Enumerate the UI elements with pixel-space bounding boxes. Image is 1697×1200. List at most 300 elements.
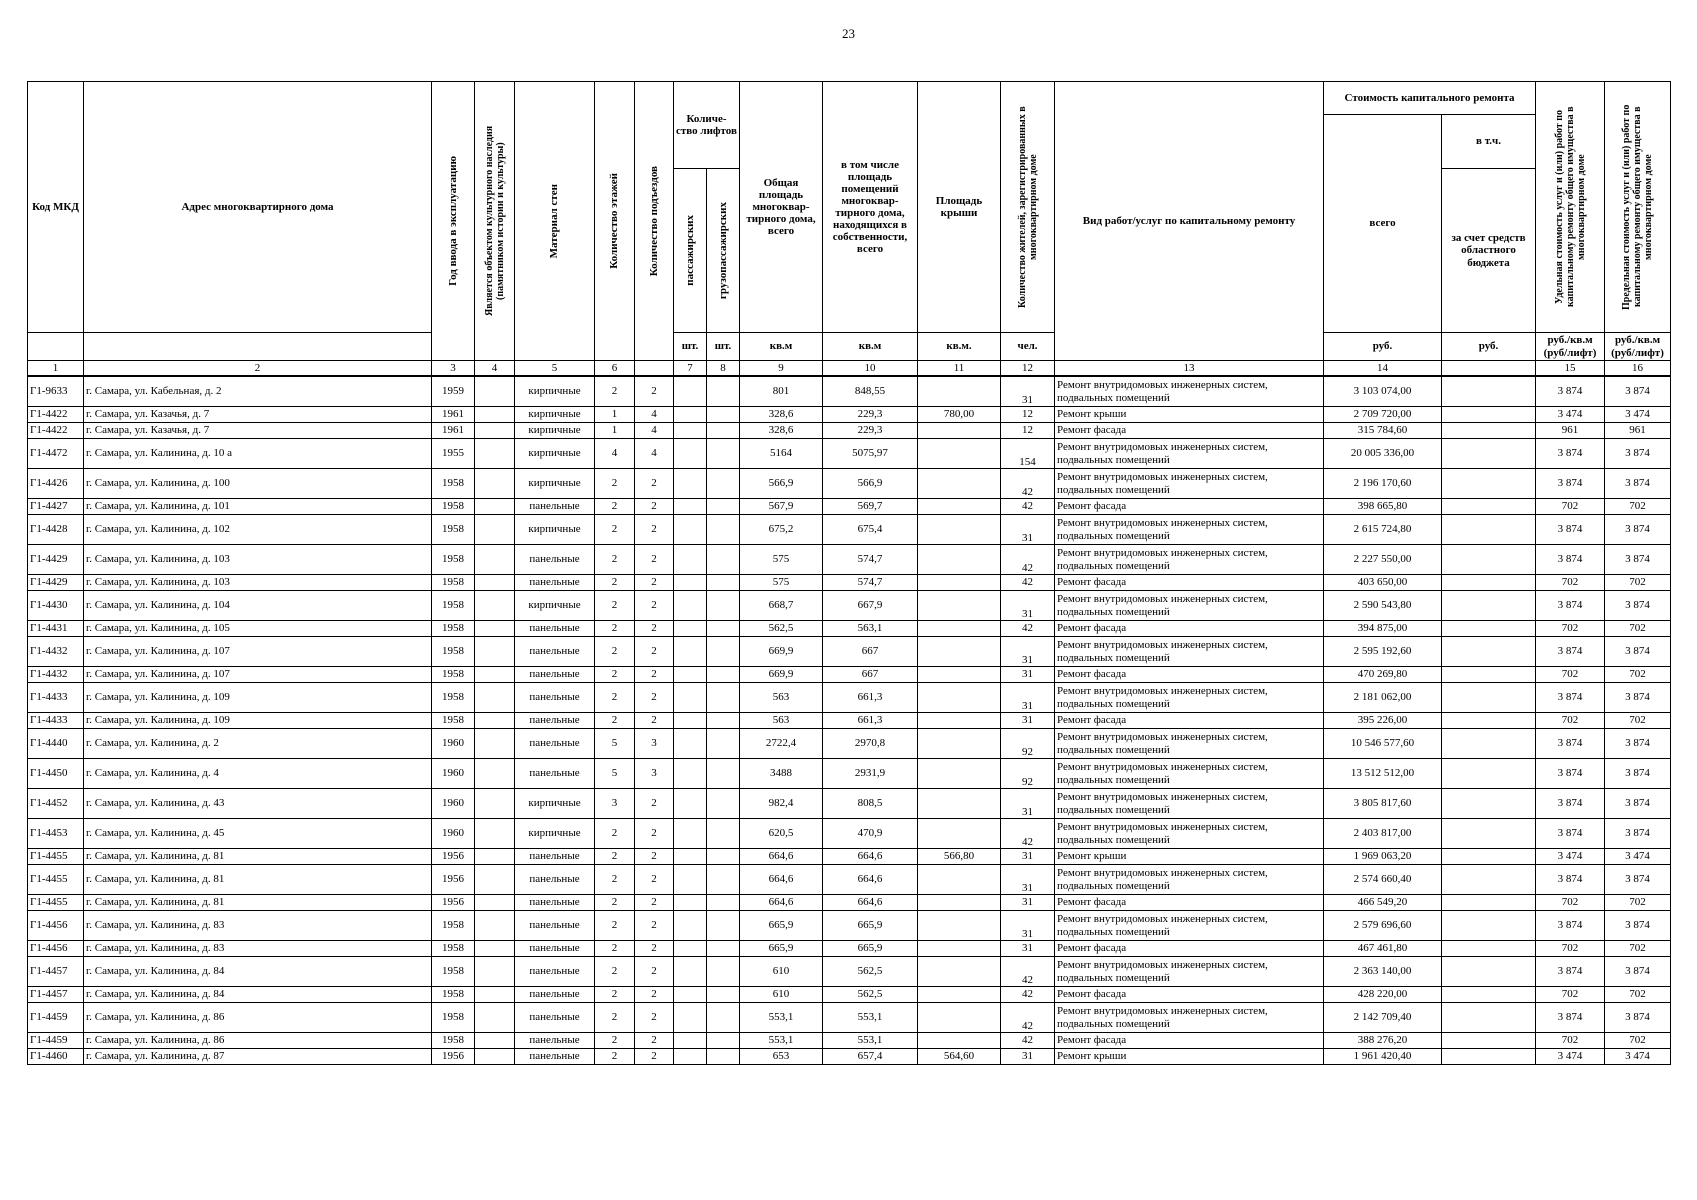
- residents-cell: 31: [1001, 849, 1055, 865]
- header-max-cost: Предельная стоимость услуг и (или) работ по капитальному ремонту общего имущества в многоквартирном доме: [1605, 82, 1671, 333]
- heritage-cell: [475, 667, 515, 683]
- lifts-pass-cell: [674, 667, 707, 683]
- cost-total-cell: 403 650,00: [1324, 575, 1442, 591]
- cost-total-cell: 3 805 817,60: [1324, 789, 1442, 819]
- roof-area-cell: [918, 621, 1001, 637]
- cost-regional-cell: [1442, 439, 1536, 469]
- table-row: [28, 713, 1671, 729]
- max-cost-cell: 961: [1605, 423, 1671, 439]
- work-type-cell: Ремонт крыши: [1055, 1049, 1324, 1065]
- max-cost-cell: 702: [1605, 941, 1671, 957]
- cost-total-cell: 428 220,00: [1324, 987, 1442, 1003]
- heritage-cell: [475, 789, 515, 819]
- max-cost-cell: 3 874: [1605, 911, 1671, 941]
- lifts-cargo-cell: [707, 849, 740, 865]
- floors-cell: 2: [595, 713, 635, 729]
- lifts-cargo-cell: [707, 1033, 740, 1049]
- lifts-pass-cell: [674, 499, 707, 515]
- floors-cell: 2: [595, 1033, 635, 1049]
- cost-total-cell: 2 403 817,00: [1324, 819, 1442, 849]
- table-row: [28, 439, 1671, 469]
- column-number: [1442, 361, 1536, 377]
- residents-cell: 42: [1001, 621, 1055, 637]
- cost-regional-cell: [1442, 759, 1536, 789]
- unit-cost-cell: 3 874: [1536, 591, 1605, 621]
- max-cost-cell: 3 874: [1605, 637, 1671, 667]
- work-type-cell: Ремонт внутридомовых инженерных систем, подвальных помещений: [1055, 1003, 1324, 1033]
- own-area-cell: 667: [823, 637, 918, 667]
- total-area-cell: 566,9: [740, 469, 823, 499]
- own-area-cell: 848,55: [823, 376, 918, 407]
- year-cell: 1958: [432, 515, 475, 545]
- lifts-pass-cell: [674, 941, 707, 957]
- heritage-cell: [475, 819, 515, 849]
- entrances-cell: 2: [635, 637, 674, 667]
- entrances-cell: 2: [635, 1033, 674, 1049]
- total-area-cell: 675,2: [740, 515, 823, 545]
- cost-total-cell: 470 269,80: [1324, 667, 1442, 683]
- cost-regional-cell: [1442, 713, 1536, 729]
- cost-regional-cell: [1442, 895, 1536, 911]
- heritage-cell: [475, 895, 515, 911]
- table-row: [28, 1033, 1671, 1049]
- floors-cell: 2: [595, 987, 635, 1003]
- own-area-cell: 2931,9: [823, 759, 918, 789]
- lifts-pass-cell: [674, 849, 707, 865]
- cost-regional-cell: [1442, 911, 1536, 941]
- wall-cell: панельные: [515, 895, 595, 911]
- cost-regional-cell: [1442, 469, 1536, 499]
- address-cell: г. Самара, ул. Калинина, д. 86: [84, 1003, 432, 1033]
- wall-cell: кирпичные: [515, 439, 595, 469]
- year-cell: 1958: [432, 683, 475, 713]
- unit-cost-cell: 702: [1536, 987, 1605, 1003]
- unit-cost-cell: 3 874: [1536, 957, 1605, 987]
- heritage-cell: [475, 957, 515, 987]
- own-area-cell: 664,6: [823, 895, 918, 911]
- column-number: 12: [1001, 361, 1055, 377]
- address-cell: г. Самара, ул. Кабельная, д. 2: [84, 376, 432, 407]
- work-type-cell: Ремонт внутридомовых инженерных систем, подвальных помещений: [1055, 469, 1324, 499]
- lifts-cargo-cell: [707, 499, 740, 515]
- max-cost-cell: 3 874: [1605, 683, 1671, 713]
- table-row: [28, 1049, 1671, 1065]
- year-cell: 1958: [432, 1033, 475, 1049]
- residents-cell: 42: [1001, 987, 1055, 1003]
- residents-cell: 42: [1001, 1033, 1055, 1049]
- code-cell: Г1-4457: [28, 957, 84, 987]
- heritage-cell: [475, 423, 515, 439]
- unit-cost-cell: 702: [1536, 575, 1605, 591]
- entrances-cell: 2: [635, 515, 674, 545]
- address-cell: г. Самара, ул. Калинина, д. 107: [84, 667, 432, 683]
- heritage-cell: [475, 941, 515, 957]
- lifts-pass-cell: [674, 439, 707, 469]
- own-area-cell: 665,9: [823, 911, 918, 941]
- max-cost-cell: 3 874: [1605, 1003, 1671, 1033]
- work-type-cell: Ремонт внутридомовых инженерных систем, подвальных помещений: [1055, 545, 1324, 575]
- residents-cell: 31: [1001, 941, 1055, 957]
- lifts-cargo-cell: [707, 957, 740, 987]
- floors-cell: 2: [595, 376, 635, 407]
- own-area-cell: 664,6: [823, 865, 918, 895]
- address-cell: г. Самара, ул. Калинина, д. 86: [84, 1033, 432, 1049]
- own-area-cell: 5075,97: [823, 439, 918, 469]
- cost-total-cell: 20 005 336,00: [1324, 439, 1442, 469]
- unit-cost-cell: 3 874: [1536, 545, 1605, 575]
- heritage-cell: [475, 1033, 515, 1049]
- entrances-cell: 2: [635, 713, 674, 729]
- own-area-cell: 661,3: [823, 713, 918, 729]
- year-cell: 1955: [432, 439, 475, 469]
- floors-cell: 3: [595, 789, 635, 819]
- column-number: 3: [432, 361, 475, 377]
- table-row: [28, 515, 1671, 545]
- total-area-cell: 610: [740, 957, 823, 987]
- year-cell: 1961: [432, 407, 475, 423]
- own-area-cell: 229,3: [823, 423, 918, 439]
- address-cell: г. Самара, ул. Калинина, д. 10 а: [84, 439, 432, 469]
- heritage-cell: [475, 849, 515, 865]
- own-area-cell: 675,4: [823, 515, 918, 545]
- heritage-cell: [475, 591, 515, 621]
- code-cell: Г1-4426: [28, 469, 84, 499]
- floors-cell: 2: [595, 591, 635, 621]
- entrances-cell: 2: [635, 1049, 674, 1065]
- work-type-cell: Ремонт фасада: [1055, 713, 1324, 729]
- total-area-cell: 664,6: [740, 865, 823, 895]
- code-cell: Г1-4456: [28, 941, 84, 957]
- residents-cell: 31: [1001, 637, 1055, 667]
- residents-cell: 92: [1001, 759, 1055, 789]
- cost-regional-cell: [1442, 941, 1536, 957]
- floors-cell: 2: [595, 895, 635, 911]
- address-cell: г. Самара, ул. Калинина, д. 4: [84, 759, 432, 789]
- cost-total-cell: 394 875,00: [1324, 621, 1442, 637]
- lifts-pass-cell: [674, 376, 707, 407]
- floors-cell: 4: [595, 439, 635, 469]
- column-number: 14: [1324, 361, 1442, 377]
- lifts-cargo-cell: [707, 469, 740, 499]
- units-pcs-pass: шт.: [674, 333, 707, 361]
- total-area-cell: 553,1: [740, 1033, 823, 1049]
- year-cell: 1958: [432, 1003, 475, 1033]
- max-cost-cell: 3 474: [1605, 849, 1671, 865]
- wall-cell: панельные: [515, 729, 595, 759]
- table-row: [28, 423, 1671, 439]
- entrances-cell: 2: [635, 591, 674, 621]
- residents-cell: 31: [1001, 1049, 1055, 1065]
- entrances-cell: 2: [635, 621, 674, 637]
- table-row: [28, 407, 1671, 423]
- wall-cell: кирпичные: [515, 469, 595, 499]
- cost-total-cell: 1 969 063,20: [1324, 849, 1442, 865]
- entrances-cell: 2: [635, 957, 674, 987]
- unit-cost-cell: 3 874: [1536, 729, 1605, 759]
- max-cost-cell: 702: [1605, 667, 1671, 683]
- total-area-cell: 610: [740, 987, 823, 1003]
- cost-regional-cell: [1442, 849, 1536, 865]
- year-cell: 1960: [432, 759, 475, 789]
- own-area-cell: 553,1: [823, 1033, 918, 1049]
- address-cell: г. Самара, ул. Калинина, д. 84: [84, 957, 432, 987]
- floors-cell: 2: [595, 637, 635, 667]
- code-cell: Г1-4428: [28, 515, 84, 545]
- year-cell: 1958: [432, 545, 475, 575]
- units-cost-total: руб.: [1324, 333, 1442, 361]
- heritage-cell: [475, 987, 515, 1003]
- floors-cell: 2: [595, 941, 635, 957]
- header-heritage: Является объектом культурного наследия (памятником истории и культуры): [475, 82, 515, 361]
- roof-area-cell: [918, 895, 1001, 911]
- table-row: [28, 376, 1671, 407]
- work-type-cell: Ремонт внутридомовых инженерных систем, подвальных помещений: [1055, 637, 1324, 667]
- lifts-pass-cell: [674, 515, 707, 545]
- year-cell: 1958: [432, 957, 475, 987]
- code-cell: Г1-4431: [28, 621, 84, 637]
- roof-area-cell: [918, 1033, 1001, 1049]
- work-type-cell: Ремонт внутридомовых инженерных систем, подвальных помещений: [1055, 515, 1324, 545]
- wall-cell: панельные: [515, 759, 595, 789]
- lifts-cargo-cell: [707, 439, 740, 469]
- max-cost-cell: 3 874: [1605, 469, 1671, 499]
- roof-area-cell: [918, 957, 1001, 987]
- own-area-cell: 574,7: [823, 545, 918, 575]
- year-cell: 1958: [432, 713, 475, 729]
- code-cell: Г1-9633: [28, 376, 84, 407]
- total-area-cell: 328,6: [740, 423, 823, 439]
- unit-cost-cell: 3 874: [1536, 683, 1605, 713]
- heritage-cell: [475, 545, 515, 575]
- entrances-cell: 4: [635, 439, 674, 469]
- work-type-cell: Ремонт фасада: [1055, 575, 1324, 591]
- lifts-cargo-cell: [707, 987, 740, 1003]
- cost-regional-cell: [1442, 683, 1536, 713]
- address-cell: г. Самара, ул. Калинина, д. 83: [84, 941, 432, 957]
- max-cost-cell: 702: [1605, 575, 1671, 591]
- header-lifts-pass: пассажирских: [674, 169, 707, 333]
- cost-total-cell: 2 709 720,00: [1324, 407, 1442, 423]
- header-lifts-cargo: грузопассажирских: [707, 169, 740, 333]
- table-row: [28, 729, 1671, 759]
- floors-cell: 1: [595, 423, 635, 439]
- header-cost-group: Стоимость капитального ремонта: [1324, 82, 1536, 115]
- cost-regional-cell: [1442, 789, 1536, 819]
- code-cell: Г1-4427: [28, 499, 84, 515]
- max-cost-cell: 3 874: [1605, 376, 1671, 407]
- roof-area-cell: [918, 667, 1001, 683]
- entrances-cell: 2: [635, 865, 674, 895]
- lifts-pass-cell: [674, 637, 707, 667]
- code-cell: Г1-4429: [28, 575, 84, 591]
- total-area-cell: 575: [740, 545, 823, 575]
- code-cell: Г1-4440: [28, 729, 84, 759]
- work-type-cell: Ремонт внутридомовых инженерных систем, подвальных помещений: [1055, 865, 1324, 895]
- lifts-pass-cell: [674, 759, 707, 789]
- own-area-cell: 574,7: [823, 575, 918, 591]
- floors-cell: 2: [595, 667, 635, 683]
- floors-cell: 2: [595, 515, 635, 545]
- own-area-cell: 563,1: [823, 621, 918, 637]
- year-cell: 1958: [432, 941, 475, 957]
- header-cost-incl: в т.ч.: [1442, 115, 1536, 169]
- page-number: 23: [842, 26, 855, 41]
- own-area-cell: 562,5: [823, 957, 918, 987]
- lifts-pass-cell: [674, 407, 707, 423]
- max-cost-cell: 3 874: [1605, 865, 1671, 895]
- column-number: 10: [823, 361, 918, 377]
- header-roof-area: Площадь крыши: [918, 82, 1001, 333]
- address-cell: г. Самара, ул. Калинина, д. 100: [84, 469, 432, 499]
- work-type-cell: Ремонт внутридомовых инженерных систем, подвальных помещений: [1055, 759, 1324, 789]
- lifts-pass-cell: [674, 591, 707, 621]
- heritage-cell: [475, 515, 515, 545]
- header-cost-total: всего: [1324, 115, 1442, 333]
- lifts-pass-cell: [674, 621, 707, 637]
- entrances-cell: 2: [635, 895, 674, 911]
- year-cell: 1961: [432, 423, 475, 439]
- unit-cost-cell: 3 474: [1536, 407, 1605, 423]
- floors-cell: 1: [595, 407, 635, 423]
- work-type-cell: Ремонт внутридомовых инженерных систем, подвальных помещений: [1055, 911, 1324, 941]
- header-work-type: Вид работ/услуг по капитальному ремонту: [1055, 82, 1324, 361]
- wall-cell: панельные: [515, 865, 595, 895]
- total-area-cell: 553,1: [740, 1003, 823, 1033]
- entrances-cell: 2: [635, 376, 674, 407]
- year-cell: 1958: [432, 499, 475, 515]
- lifts-pass-cell: [674, 987, 707, 1003]
- cost-total-cell: 2 574 660,40: [1324, 865, 1442, 895]
- floors-cell: 2: [595, 545, 635, 575]
- max-cost-cell: 3 874: [1605, 729, 1671, 759]
- wall-cell: панельные: [515, 941, 595, 957]
- cost-total-cell: 2 590 543,80: [1324, 591, 1442, 621]
- header-entrances: Количество подъездов: [635, 82, 674, 361]
- lifts-cargo-cell: [707, 423, 740, 439]
- lifts-cargo-cell: [707, 759, 740, 789]
- total-area-cell: 567,9: [740, 499, 823, 515]
- residents-cell: 42: [1001, 957, 1055, 987]
- max-cost-cell: 3 474: [1605, 407, 1671, 423]
- code-cell: Г1-4472: [28, 439, 84, 469]
- wall-cell: панельные: [515, 545, 595, 575]
- cost-regional-cell: [1442, 987, 1536, 1003]
- heritage-cell: [475, 1003, 515, 1033]
- roof-area-cell: [918, 911, 1001, 941]
- code-cell: Г1-4455: [28, 895, 84, 911]
- code-cell: Г1-4450: [28, 759, 84, 789]
- header-address: Адрес многоквартирного дома: [84, 82, 432, 333]
- roof-area-cell: [918, 789, 1001, 819]
- heritage-cell: [475, 637, 515, 667]
- residents-cell: 31: [1001, 591, 1055, 621]
- year-cell: 1958: [432, 469, 475, 499]
- max-cost-cell: 702: [1605, 987, 1671, 1003]
- header-total-area: Общая площадь многоквар- тирного дома, всего: [740, 82, 823, 333]
- floors-cell: 2: [595, 911, 635, 941]
- cost-regional-cell: [1442, 545, 1536, 575]
- lifts-cargo-cell: [707, 515, 740, 545]
- own-area-cell: 229,3: [823, 407, 918, 423]
- work-type-cell: Ремонт внутридомовых инженерных систем, подвальных помещений: [1055, 376, 1324, 407]
- residents-cell: 154: [1001, 439, 1055, 469]
- lifts-cargo-cell: [707, 895, 740, 911]
- lifts-pass-cell: [674, 683, 707, 713]
- entrances-cell: 2: [635, 819, 674, 849]
- work-type-cell: Ремонт фасада: [1055, 499, 1324, 515]
- lifts-cargo-cell: [707, 407, 740, 423]
- address-cell: г. Самара, ул. Калинина, д. 107: [84, 637, 432, 667]
- table-row: [28, 987, 1671, 1003]
- wall-cell: панельные: [515, 667, 595, 683]
- wall-cell: панельные: [515, 957, 595, 987]
- year-cell: 1958: [432, 987, 475, 1003]
- address-cell: г. Самара, ул. Казачья, д. 7: [84, 423, 432, 439]
- total-area-cell: 665,9: [740, 911, 823, 941]
- lifts-cargo-cell: [707, 911, 740, 941]
- total-area-cell: 664,6: [740, 895, 823, 911]
- address-cell: г. Самара, ул. Калинина, д. 43: [84, 789, 432, 819]
- capital-repair-table-container: [27, 81, 1671, 1065]
- wall-cell: кирпичные: [515, 789, 595, 819]
- header-unit-cost: Удельная стоимость услуг и (или) работ по капитальному ремонту общего имущества в многоквартирном доме: [1536, 82, 1605, 333]
- header-cost-regional: за счет средств областного бюджета: [1442, 169, 1536, 333]
- roof-area-cell: [918, 545, 1001, 575]
- code-cell: Г1-4457: [28, 987, 84, 1003]
- lifts-pass-cell: [674, 545, 707, 575]
- floors-cell: 2: [595, 1003, 635, 1033]
- wall-cell: кирпичные: [515, 407, 595, 423]
- code-cell: Г1-4452: [28, 789, 84, 819]
- address-cell: г. Самара, ул. Калинина, д. 81: [84, 849, 432, 865]
- lifts-cargo-cell: [707, 591, 740, 621]
- entrances-cell: 3: [635, 759, 674, 789]
- total-area-cell: 982,4: [740, 789, 823, 819]
- column-number: [635, 361, 674, 377]
- table-row: [28, 1003, 1671, 1033]
- unit-cost-cell: 3 874: [1536, 789, 1605, 819]
- table-row: [28, 941, 1671, 957]
- units-code-blank: [28, 333, 84, 361]
- unit-cost-cell: 3 474: [1536, 849, 1605, 865]
- column-number: 1: [28, 361, 84, 377]
- year-cell: 1956: [432, 849, 475, 865]
- cost-total-cell: 3 103 074,00: [1324, 376, 1442, 407]
- entrances-cell: 2: [635, 545, 674, 575]
- year-cell: 1960: [432, 789, 475, 819]
- code-cell: Г1-4459: [28, 1003, 84, 1033]
- cost-regional-cell: [1442, 515, 1536, 545]
- heritage-cell: [475, 439, 515, 469]
- address-cell: г. Самара, ул. Калинина, д. 103: [84, 545, 432, 575]
- max-cost-cell: 702: [1605, 713, 1671, 729]
- roof-area-cell: [918, 987, 1001, 1003]
- roof-area-cell: 564,60: [918, 1049, 1001, 1065]
- max-cost-cell: 3 474: [1605, 1049, 1671, 1065]
- cost-total-cell: 467 461,80: [1324, 941, 1442, 957]
- code-cell: Г1-4456: [28, 911, 84, 941]
- lifts-pass-cell: [674, 1049, 707, 1065]
- code-cell: Г1-4432: [28, 667, 84, 683]
- roof-area-cell: [918, 423, 1001, 439]
- lifts-pass-cell: [674, 819, 707, 849]
- roof-area-cell: [918, 575, 1001, 591]
- unit-cost-cell: 3 874: [1536, 759, 1605, 789]
- code-cell: Г1-4422: [28, 423, 84, 439]
- roof-area-cell: [918, 499, 1001, 515]
- lifts-cargo-cell: [707, 637, 740, 667]
- work-type-cell: Ремонт фасада: [1055, 987, 1324, 1003]
